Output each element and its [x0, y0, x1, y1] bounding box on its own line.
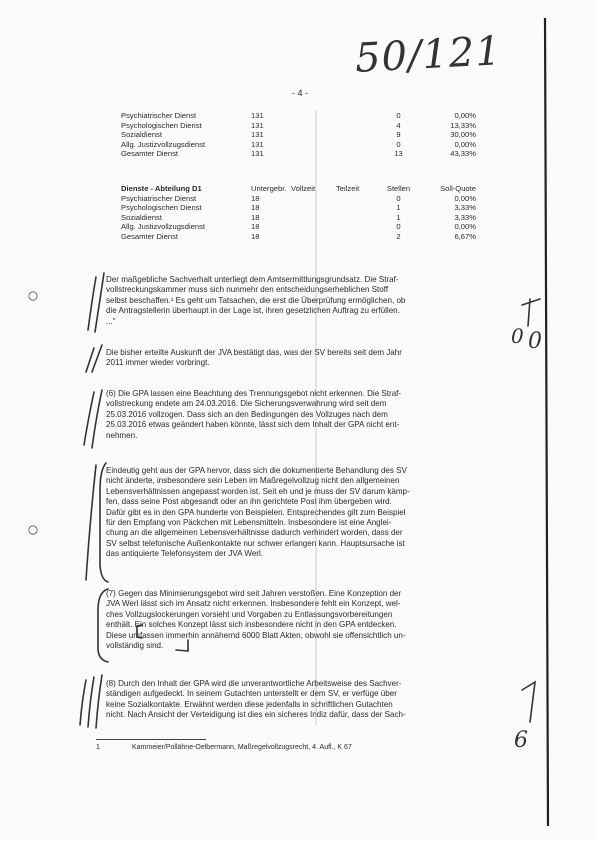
text-line: die Antragstellerin überhaupt in der Lage ist, ihren gesetzlichen Auftrag zu erfüllen. [106, 306, 400, 316]
table-cell: Teilzeit [336, 184, 360, 193]
text-line: keine Sozialkontakte. Erwähnt werden diese jedenfalls in schriftlichen Gutachten [106, 699, 393, 709]
handwritten-margin-note-left: 0 [511, 324, 524, 348]
text-line: (6) Die GPA lassen eine Beachtung des Trennungsgebot nicht erkennen. Die Straf- [106, 389, 402, 398]
text-line: vollständig sind. [106, 641, 164, 651]
text-line: nicht. Nach Ansicht der Verteidigung ist dies ein sicheres Indiz dafür, dass der Sach- [106, 710, 406, 720]
text-line: vollstreckung endete am 24.03.2016. Die Sicherungsverwahrung wird seit dem [106, 399, 387, 409]
table-cell: 13 [394, 149, 403, 159]
insert-bracket-close [176, 640, 188, 651]
table-cell: 13,33% [450, 120, 476, 130]
table-cell: 18 [251, 231, 260, 241]
table-cell: Psychiatrischer Dienst [121, 193, 197, 203]
table-cell: Sozialdienst [121, 212, 162, 222]
bracket-mark-10 [80, 680, 86, 725]
table-cell: Untergebr. [251, 184, 287, 193]
table-cell: 0 [396, 111, 401, 120]
table-cell: 30,00% [450, 130, 476, 140]
table-cell: 0,00% [454, 111, 476, 120]
right-mark-stroke-3 [522, 682, 535, 722]
handwritten-page-reference: 50/121 [353, 28, 503, 82]
table-cell: 0 [396, 193, 401, 203]
table-cell: 131 [251, 139, 264, 149]
table-cell: 0,00% [454, 139, 476, 149]
right-margin-line [545, 18, 548, 826]
right-mark-stroke-2 [522, 299, 540, 305]
table-cell: 2 [396, 231, 401, 241]
table-cell: Allg. Justizvollzugsdienst [121, 139, 205, 149]
table-cell: 0,00% [454, 193, 476, 203]
margin-bracket-marks [80, 273, 540, 728]
table-cell: Sozialdienst [121, 130, 162, 140]
table-cell: Psychiatrischer Dienst [121, 111, 197, 120]
text-line: enthält. Ein solches Konzept lässt sich insbesondere nicht in den GPA entdecken. [106, 620, 397, 630]
table-cell: 131 [251, 149, 264, 159]
text-line: nicht änderte, insbesondere sein Leben im Maßregelvollzug nicht den allgemeinen [106, 476, 400, 486]
handwritten-margin-note-right: 0 [528, 329, 542, 354]
handwritten-margin-note-bottom: 6 [514, 728, 528, 753]
bracket-mark-8 [100, 463, 108, 582]
text-line: ..." [106, 316, 116, 326]
text-line: 25.03.2016 etwas geändert haben könnte, lässt sich dem Inhalt der GPA nicht ent- [106, 420, 400, 430]
table-cell: Gesamter Dienst [121, 149, 178, 159]
text-line: 2011 immer wieder vorbringt. [106, 358, 210, 368]
table-cell: 18 [251, 222, 260, 232]
text-line: Eindeutig geht aus der GPA hervor, dass sich die dokumentierte Behandlung des SV [106, 466, 407, 475]
bracket-mark-2 [95, 273, 104, 332]
table-cell: 0,00% [454, 222, 476, 232]
table-cell: Stellen [386, 184, 411, 193]
text-line: SV selbst telefonische Außenkontakte nur schwer erlangen kann. Hauptsursache ist [106, 538, 405, 548]
table-cell: 0 [396, 222, 401, 232]
bracket-mark-7 [86, 465, 96, 580]
text-line: Diese umfassen immerhin annähernd 6000 Blatt Akten, obwohl sie offensichtlich un- [106, 630, 406, 640]
text-line: (7) Gegen das Minimierungsgebot wird seit Jahren verstoßen. Eine Konzeption der [106, 589, 402, 598]
footnote-text: Kammeier/Pollähne-Oelbermann, Maßregelvollzugsrecht, 4. Aufl., K 67 [132, 744, 352, 751]
insert-bracket-open [137, 625, 142, 638]
text-line: vollstreckungskammer muss sich nunmehr den entscheidungserheblichen Stoff [106, 285, 389, 295]
table-cell: Gesamter Dienst [121, 231, 178, 241]
table-cell: 0 [396, 139, 401, 149]
text-line: 25.03.2016 vollzogen. Dass sich an den Bedingungen des Vollzuges nach dem [106, 409, 388, 419]
table-cell: Soll-Quote [440, 184, 476, 193]
table-cell: Allg. Justizvollzugsdienst [121, 222, 205, 232]
table-cell: Vollzeit [291, 184, 316, 193]
text-line: Der maßgebliche Sachverhalt unterliegt dem Amtsermittlungsgrundsatz. Die Straf- [106, 275, 399, 284]
table-cell: Psychologischen Dienst [121, 203, 202, 213]
text-line: das antiquierte Telefonsystem der JVA Werl. [106, 549, 263, 559]
text-line: selbst beschaffen.¹ Es geht um Tatsachen, die erst die Überprüfung ermöglichen, ob [106, 295, 406, 305]
text-line: Dafür gibt es in den GPA hunderte von Beispielen. Entsprechendes gilt zum Beispiel [106, 507, 406, 517]
table-cell: 4 [396, 120, 401, 130]
bracket-mark-6 [92, 390, 102, 448]
table-cell: 18 [251, 193, 260, 203]
text-line: Lebensverhältnissen angepasst worden ist. Seit eh und je muss der SV darum kämp- [106, 486, 410, 496]
table-cell: 6,67% [454, 231, 476, 241]
table-cell: 9 [396, 130, 401, 140]
text-line: (8) Durch den Inhalt der GPA wird die unverantwortliche Arbeitsweise des Sachver- [106, 679, 402, 688]
text-line: chung an die allgemeinen Lebensverhältnisse dadurch verhindert worden, dass der [106, 528, 403, 538]
table-cell: 131 [251, 111, 264, 120]
punch-holes [29, 292, 37, 534]
footnote-number: 1 [96, 744, 100, 751]
text-line: fen, dass seine Post abgesandt oder an ihn gerichtete Post ihm übergeben wird. [106, 497, 392, 507]
table-cell: 1 [396, 212, 401, 222]
table-cell: 43,33% [450, 149, 476, 159]
text-line: ches Vollzugslockerungen vorsieht und Vorgaben zu Entlassungsvorbereitungen [106, 609, 393, 619]
bracket-mark-5 [84, 392, 94, 445]
text-line: Die bisher erteilte Auskunft der JVA bestätigt das, was der SV bereits seit dem Jahr [106, 348, 402, 357]
bracket-mark-11 [88, 677, 94, 727]
text-line: JVA Werl lässt sich im Ansatz nicht erkennen. Insbesondere fehlt ein Konzept, wel- [106, 599, 401, 609]
table-cell: Psychologischen Dienst [121, 120, 202, 130]
bracket-mark-1 [88, 277, 96, 330]
table-cell: 3,33% [454, 212, 476, 222]
text-line: ständigen aufgedeckt. In seinem Gutachten unterstellt er dem SV, er verfüge über [106, 689, 397, 699]
table-cell: 131 [251, 130, 264, 140]
table-cell: 18 [251, 212, 260, 222]
table-cell: 18 [251, 203, 260, 213]
bracket-mark-9 [98, 589, 108, 662]
bracket-mark-12 [96, 675, 102, 728]
table-cell: Dienste - Abteilung D1 [121, 184, 202, 193]
page-number: - 4 - [292, 88, 309, 98]
table-cell: 131 [251, 120, 264, 130]
text-line: für den Empfang von Päckchen mit Lebensmitteln. Insbesondere ist eine Anglei- [106, 518, 392, 528]
table-cell: 1 [396, 203, 401, 213]
text-line: nehmen. [106, 430, 138, 440]
table-cell: 3,33% [454, 203, 476, 213]
